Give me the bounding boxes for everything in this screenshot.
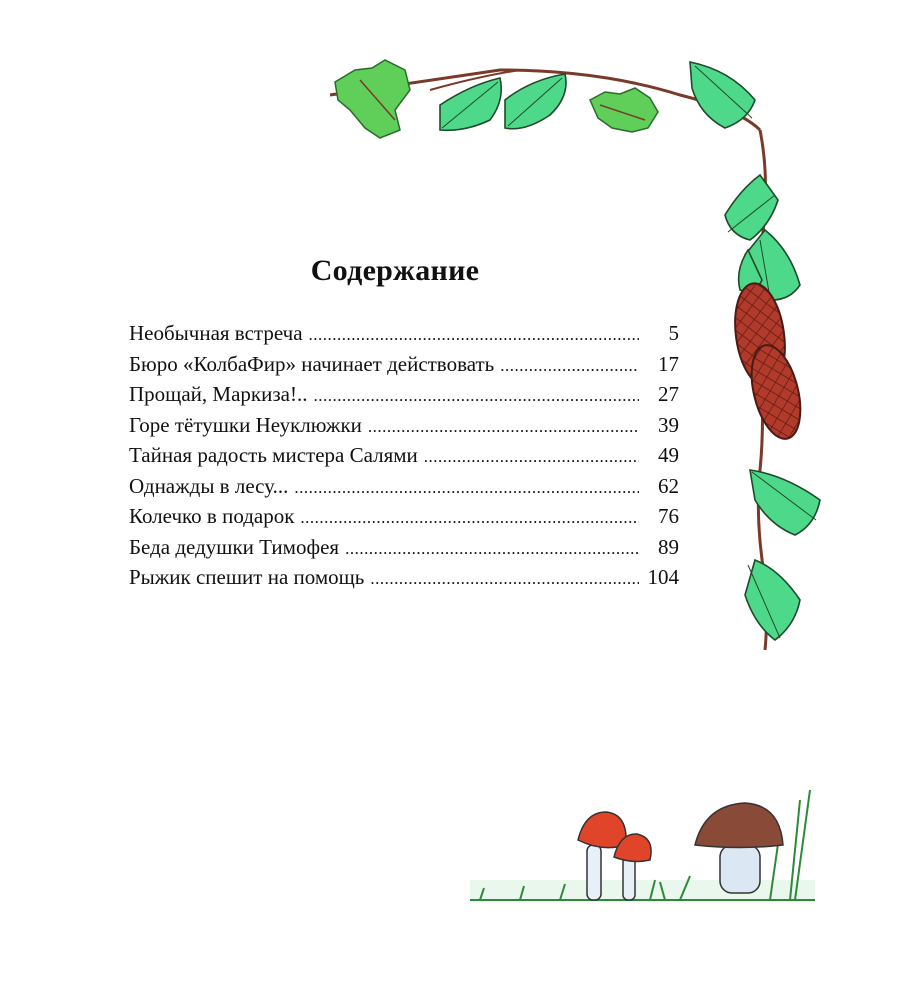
toc-entry-title: Бюро «КолбаФир» начинает действовать [129,351,495,376]
dot-leader [294,473,639,503]
toc-entry-page: 76 [658,504,679,528]
toc-row[interactable] [129,410,679,441]
toc-entry-page: 39 [658,412,679,437]
toc-entry-page: 17 [658,351,679,376]
toc-row[interactable] [129,318,679,349]
toc-entry-title: Необычная встреча [129,321,303,345]
toc-row[interactable] [129,471,679,502]
dot-leader [370,564,639,594]
dot-leader [309,320,639,350]
toc-entry-page: 89 [658,534,679,559]
toc-row[interactable] [129,532,679,563]
toc-entry-page: 49 [658,443,679,467]
dot-leader [300,503,639,533]
dot-leader [345,534,639,564]
toc-entry-page: 27 [658,382,679,406]
toc-entry-title: Рыжик спешит на помощь [129,565,365,589]
dot-leader [313,381,639,411]
toc-entry-title: Колечко в подарок [129,504,295,528]
toc-entry-page: 5 [668,321,679,345]
toc-entry-title: Прощай, Маркиза!.. [129,382,308,406]
toc-entry-title: Горе тётушки Неуклюжки [129,412,362,437]
table-of-contents [129,318,679,593]
toc-entry-page: 104 [647,565,679,589]
toc-entry-title: Тайная радость мистера Салями [129,443,418,467]
toc-entry-title: Однажды в лесу... [129,473,289,498]
dot-leader [500,351,639,381]
dot-leader [424,442,639,472]
toc-row[interactable] [129,501,679,532]
dot-leader [368,412,639,442]
toc-row[interactable] [129,379,679,410]
toc-entry-title: Беда дедушки Тимофея [129,534,340,559]
toc-row[interactable] [129,440,679,471]
toc-entry-page: 62 [658,473,679,498]
page-title: Содержание [310,254,480,287]
toc-row[interactable] [129,349,679,380]
toc-row[interactable] [129,562,679,593]
